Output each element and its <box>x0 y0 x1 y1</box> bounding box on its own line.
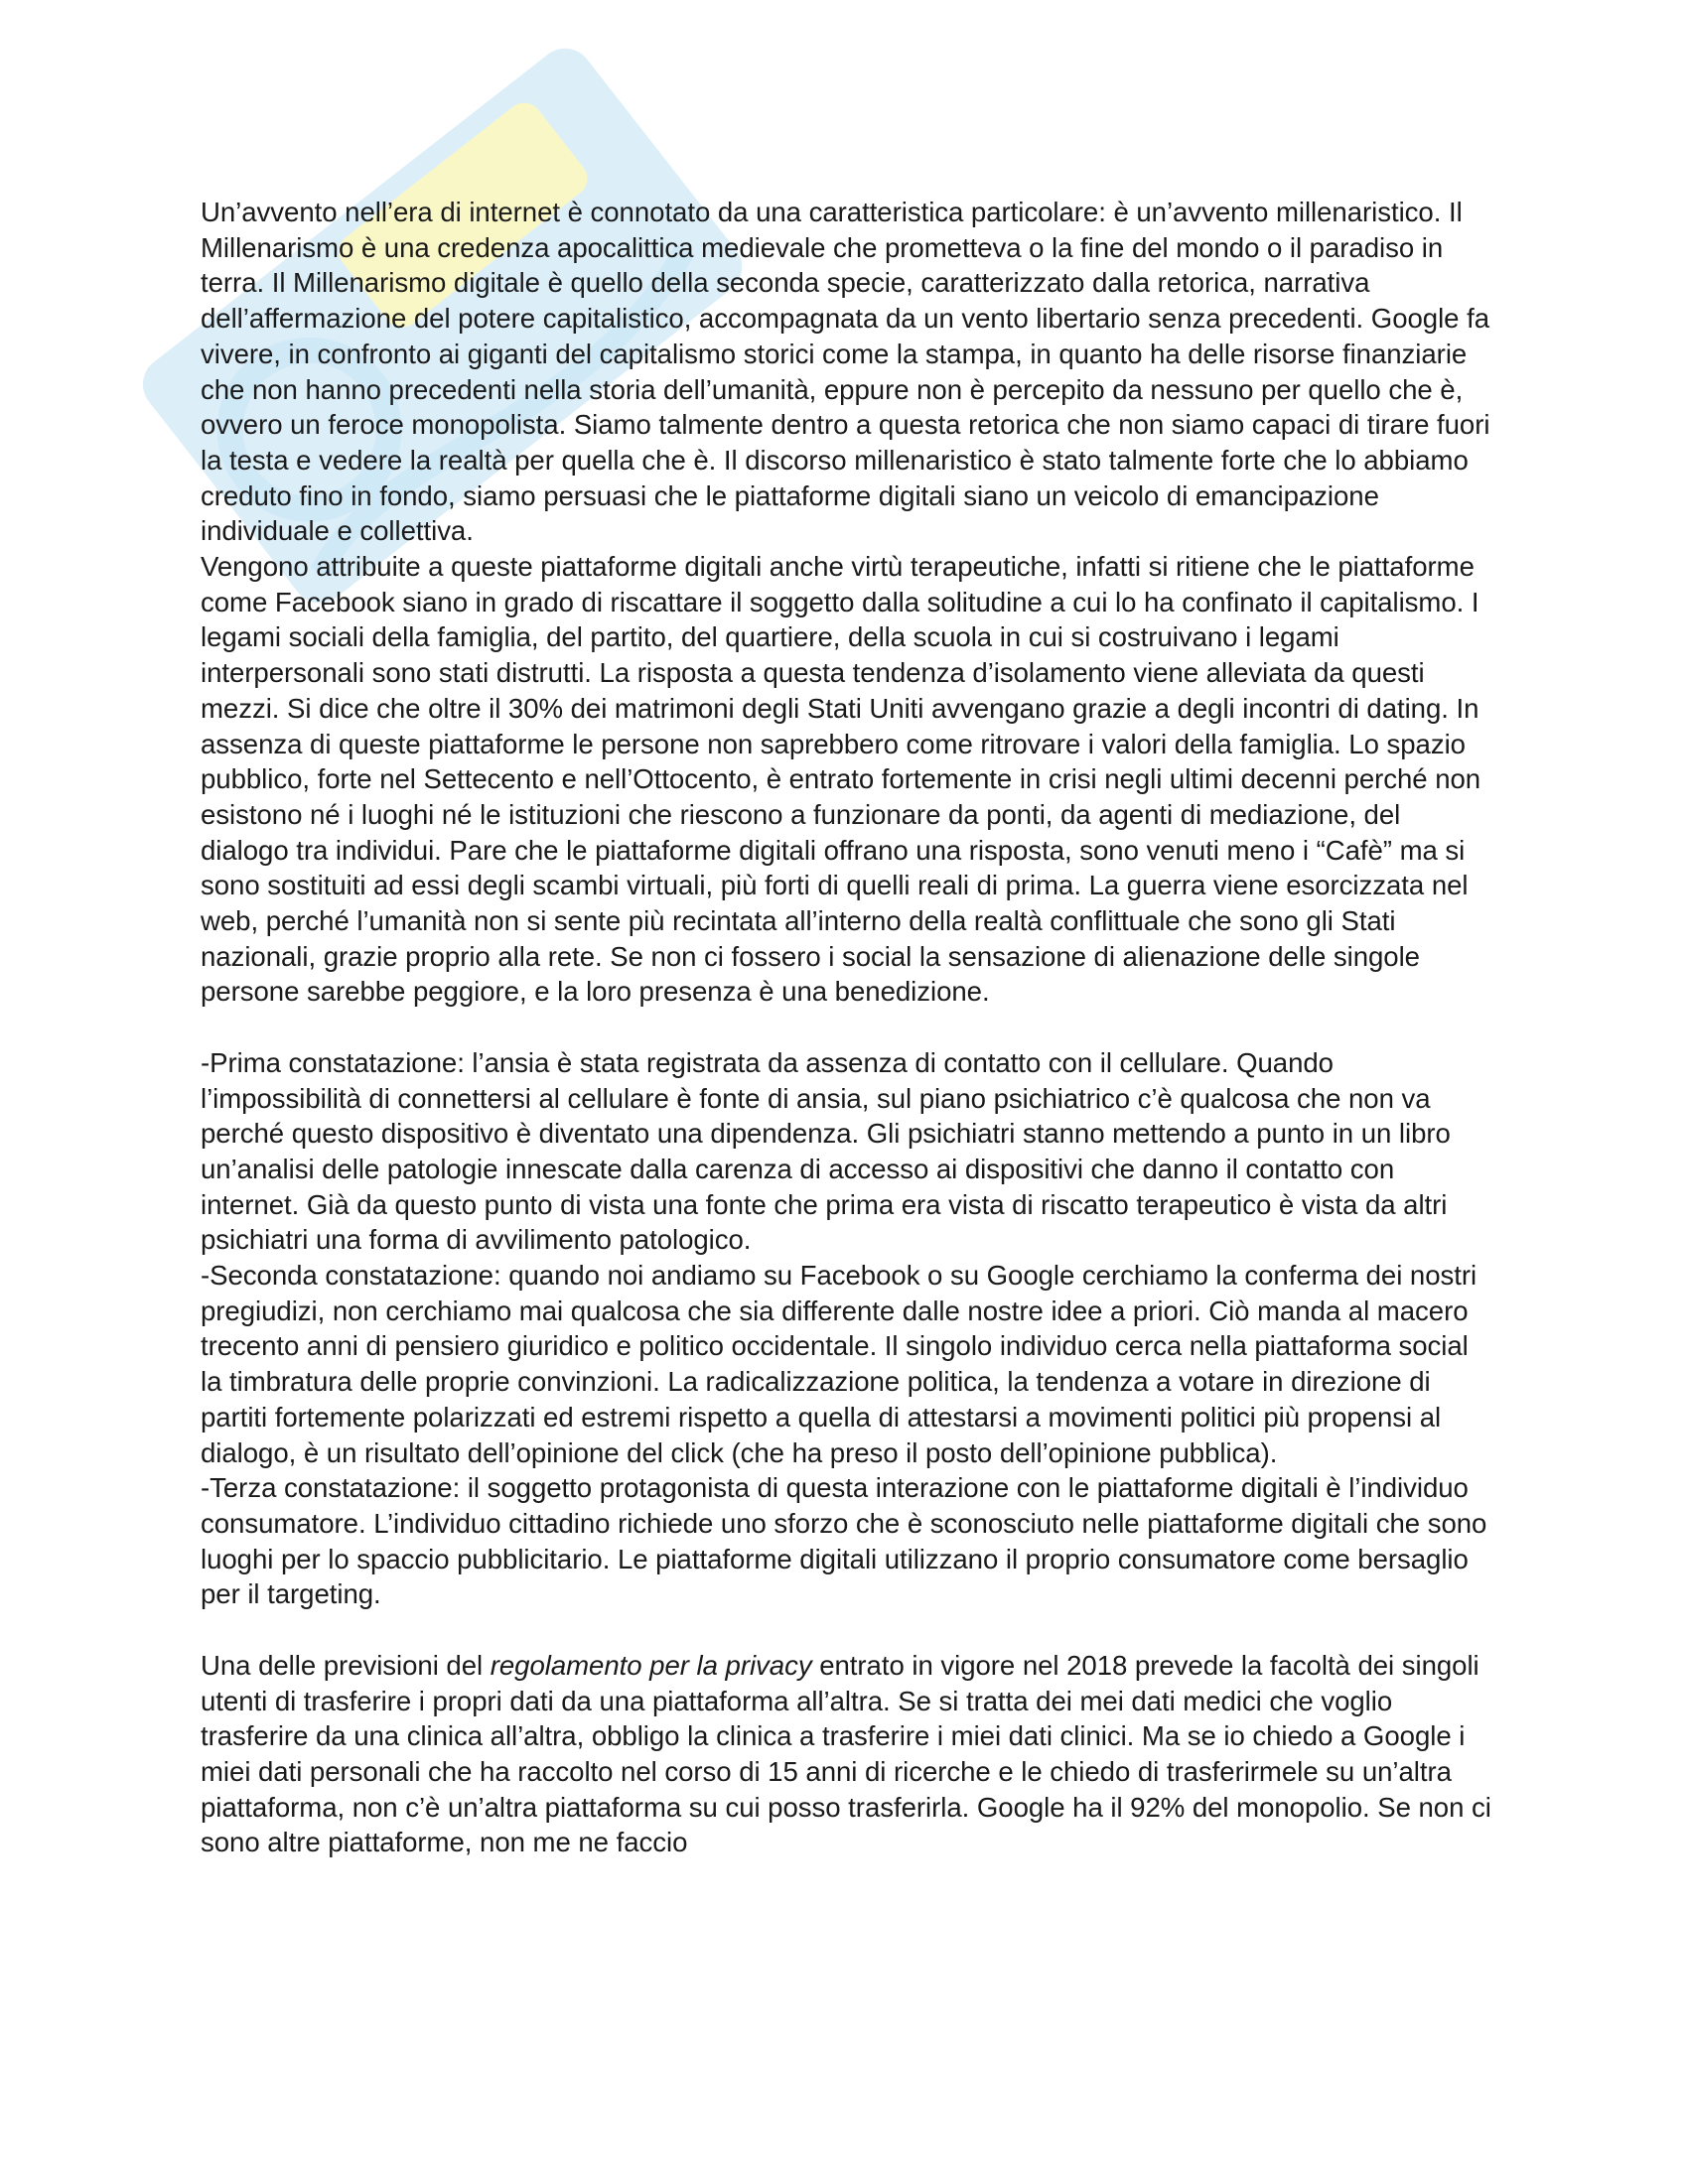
document-body <box>201 195 1491 1860</box>
intro-paragraph: Un’avvento nell’era di internet è connotato da una caratteristica particolare: è un’avvento millenaristico. Il Millenarismo è una credenza apocalittica medievale che prometteva o la fine del mondo o il paradiso in terra. Il Millenarismo digitale è quello della seconda specie, caratterizzato dalla retorica, narrativa dell’affermazione del potere capitalistico, accompagnata da un vento libertario senza precedenti. Google fa vivere, in confronto ai giganti del capitalismo storici come la stampa, in quanto ha delle risorse finanziarie che non hanno precedenti nella storia dell’umanità, eppure non è percepito da nessuno per quello che è, ovvero un feroce monopolista. Siamo talmente dentro a questa retorica che non siamo capaci di tirare fuori la testa e vedere la realtà per quella che è. Il discorso millenaristico è stato talmente forte che lo abbiamo creduto fino in fondo, siamo persuasi che le piattaforme digitali siano un veicolo di emancipazione individuale e collettiva. <box>201 197 1490 547</box>
therapeutic-virtues-paragraph: Vengono attribuite a queste piattaforme digitali anche virtù terapeutiche, infatti si ritiene che le piattaforme come Facebook siano in grado di riscattare il soggetto dalla solitudine a cui lo ha confinato il capitalismo. I legami sociali della famiglia, del partito, del quartiere, della scuola in cui si costruivano i legami interpersonali sono stati distrutti. La risposta a questa tendenza d’isolamento viene alleviata da questi mezzi. Si dice che oltre il 30% dei matrimoni degli Stati Uniti avvengano grazie a degli incontri di dating. In assenza di queste piattaforme le persone non saprebbero come ritrovare i valori della famiglia. Lo spazio pubblico, forte nel Settecento e nell’Ottocento, è entrato fortemente in crisi negli ultimi decenni perché non esistono né i luoghi né le istituzioni che riescono a funzionare da ponti, da agenti di mediazione, del dialogo tra individui. Pare che le piattaforme digitali offrano una risposta, sono venuti meno i “Cafè” ma si sono sostituiti ad essi degli scambi virtuali, più forti di quelli reali di prima. La guerra viene esorcizzata nel web, perché l’umanità non si sente più recintata all’interno della realtà conflittuale che sono gli Stati nazionali, grazie proprio alla rete. Se non ci fossero i social la sensazione di alienazione delle singole persone sarebbe peggiore, e la loro presenza è una benedizione. <box>201 551 1481 1008</box>
privacy-regulation-paragraph <box>201 1648 1491 1860</box>
paragraph-gap <box>201 1010 1491 1045</box>
paragraph-gap <box>201 1612 1491 1648</box>
second-observation-paragraph: -Seconda constatazione: quando noi andiamo su Facebook o su Google cerchiamo la conferma dei nostri pregiudizi, non cerchiamo mai qualcosa che sia differente dalle nostre idee a priori. Ciò manda al macero trecento anni di pensiero giuridico e politico occidentale. Il singolo individuo cerca nella piattaforma social la timbratura delle proprie convinzioni. La radicalizzazione politica, la tendenza a votare in direzione di partiti fortemente polarizzati ed estremi rispetto a quella di attestarsi a movimenti politici più propensi al dialogo, è un risultato dell’opinione del click (che ha preso il posto dell’opinione pubblica). <box>201 1260 1477 1468</box>
privacy-text-end: entrato in vigore nel 2018 prevede la facoltà dei singoli utenti di trasferire i propri dati da una piattaforma all’altra. Se si tratta dei mei dati medici che voglio trasferire da una clinica all’altra, obbligo la clinica a trasferire i miei dati clinici. Ma se io chiedo a Google i miei dati personali che ha raccolto nel corso di 15 anni di ricerche e le chiedo di trasferirmele su un’altra piattaforma, non c’è un’altra piattaforma su cui posso trasferirla. Google ha il 92% del monopolio. Se non ci sono altre piattaforme, non me ne faccio <box>201 1649 1491 1858</box>
first-observation-paragraph: -Prima constatazione: l’ansia è stata registrata da assenza di contatto con il cellulare. Quando l’impossibilità di connettersi al cellulare è fonte di ansia, sul piano psichiatrico c’è qualcosa che non va perché questo dispositivo è diventato una dipendenza. Gli psichiatri stanno mettendo a punto in un libro un’analisi delle patologie innescate dalla carenza di accesso ai dispositivi che danno il contatto con internet. Già da questo punto di vista una fonte che prima era vista di riscatto terapeutico è vista da altri psichiatri una forma di avvilimento patologico. <box>201 1046 1451 1256</box>
privacy-regulation-title: regolamento per la privacy <box>490 1649 812 1681</box>
privacy-text-start: Una delle previsioni del <box>201 1649 491 1681</box>
third-observation-paragraph: -Terza constatazione: il soggetto protagonista di questa interazione con le piattaforme digitali è l’individuo consumatore. L’individuo cittadino richiede uno sforzo che è sconosciuto nelle piattaforme digitali che sono luoghi per lo spaccio pubblicitario. Le piattaforme digitali utilizzano il proprio consumatore come bersaglio per il targeting. <box>201 1472 1487 1610</box>
